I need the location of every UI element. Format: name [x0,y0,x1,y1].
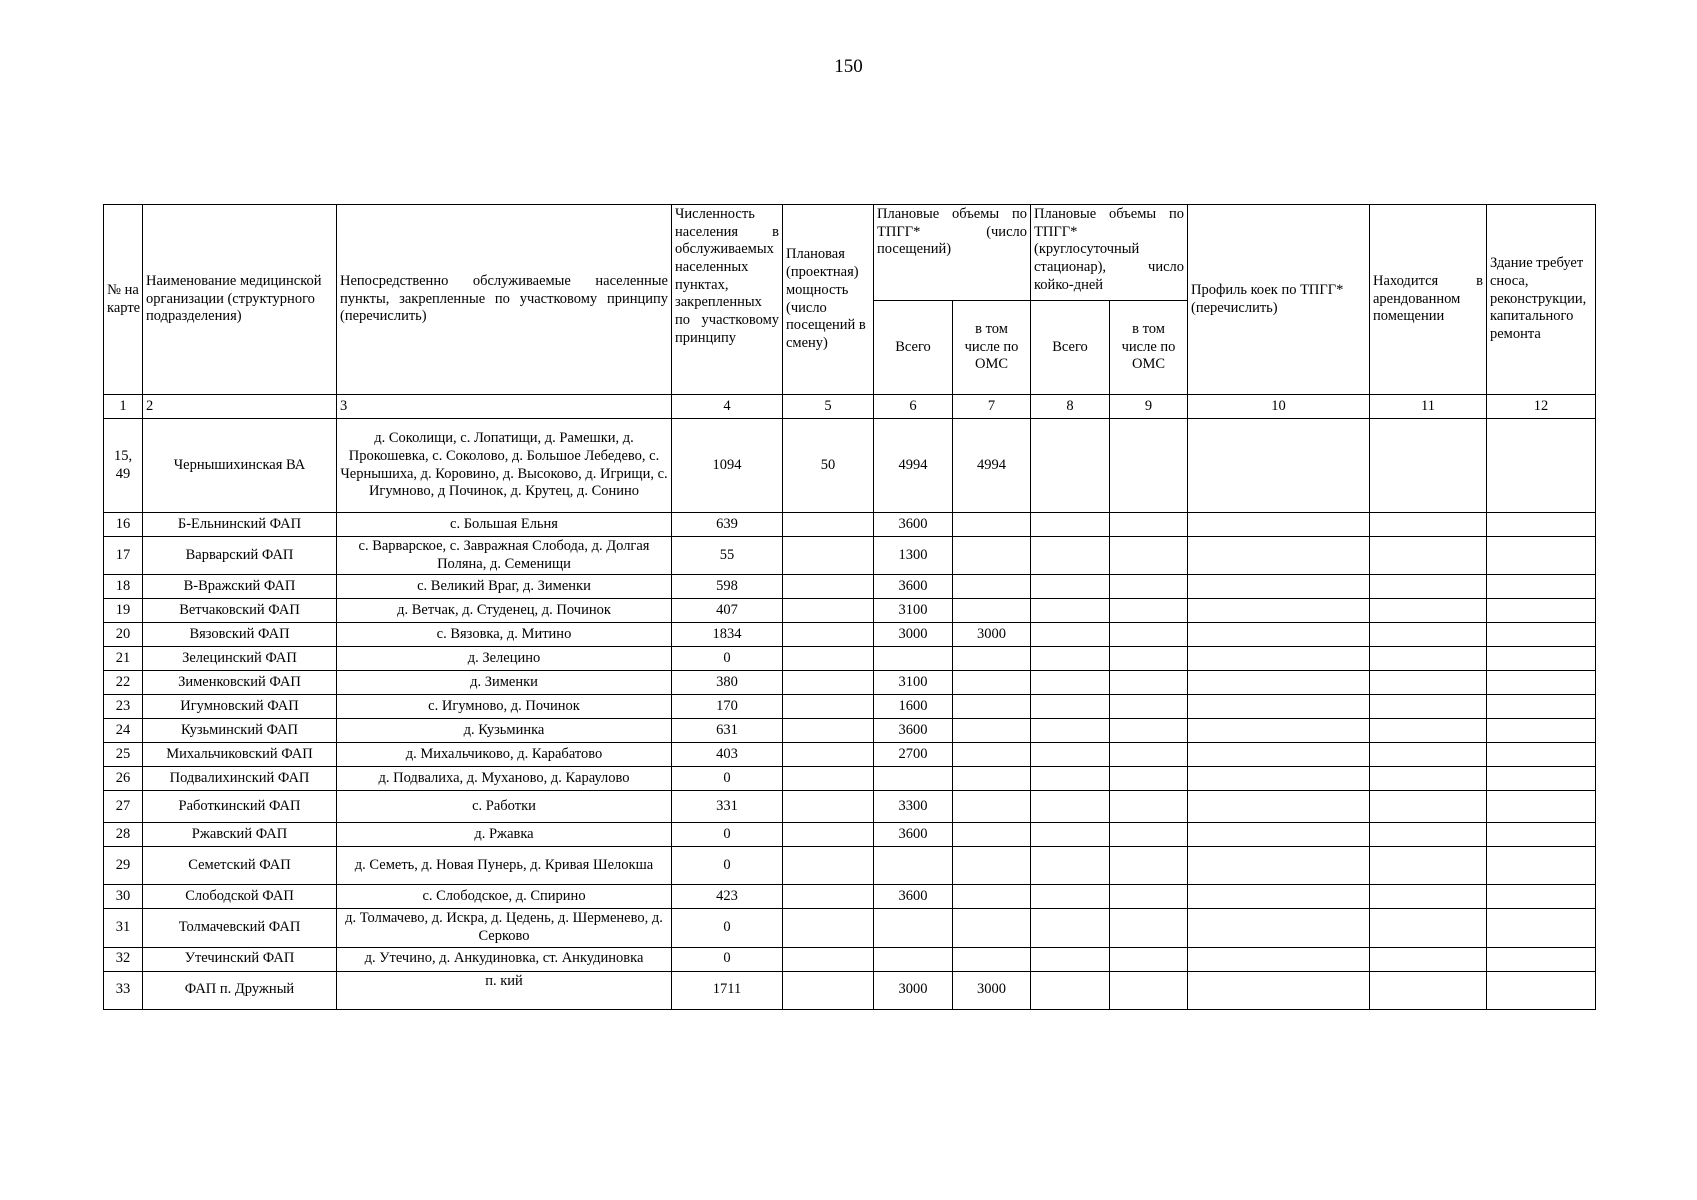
cell-capacity [783,947,874,971]
cell-beds-oms [1110,575,1188,599]
cell-settlements: с. Большая Ельня [337,513,672,537]
cell-map-number: 15, 49 [104,419,143,513]
cell-visits-oms [953,695,1031,719]
cell-population: 1834 [672,623,783,647]
column-number: 3 [337,395,672,419]
cell-visits-oms [953,671,1031,695]
cell-repair [1487,909,1596,947]
cell-population: 0 [672,823,783,847]
table-row [104,599,1596,623]
cell-population: 403 [672,743,783,767]
cell-beds-total [1031,671,1110,695]
cell-rented [1370,719,1487,743]
column-number: 12 [1487,395,1596,419]
table-row [104,971,1596,1009]
cell-organization-name: Игумновский ФАП [143,695,337,719]
cell-population: 170 [672,695,783,719]
header-rented: Находится в арендованном помещении [1370,205,1487,395]
header-row-top [104,205,1596,301]
cell-beds-oms [1110,909,1188,947]
cell-organization-name: Семетский ФАП [143,847,337,885]
cell-capacity [783,671,874,695]
column-number: 5 [783,395,874,419]
cell-bed-profile [1188,847,1370,885]
cell-bed-profile [1188,599,1370,623]
cell-bed-profile [1188,947,1370,971]
cell-visits-total: 1300 [874,537,953,575]
table-row [104,743,1596,767]
cell-capacity [783,791,874,823]
column-number: 10 [1188,395,1370,419]
cell-beds-oms [1110,947,1188,971]
cell-beds-total [1031,823,1110,847]
cell-visits-total: 2700 [874,743,953,767]
cell-repair [1487,647,1596,671]
cell-population: 1094 [672,419,783,513]
cell-settlements: д. Ветчак, д. Студенец, д. Починок [337,599,672,623]
cell-repair [1487,767,1596,791]
cell-beds-total [1031,537,1110,575]
cell-population: 0 [672,909,783,947]
cell-map-number: 20 [104,623,143,647]
cell-map-number: 24 [104,719,143,743]
cell-capacity [783,847,874,885]
cell-visits-oms [953,909,1031,947]
cell-organization-name: Кузьминский ФАП [143,719,337,743]
cell-bed-profile [1188,767,1370,791]
cell-map-number: 28 [104,823,143,847]
cell-visits-total: 3600 [874,823,953,847]
cell-settlements: с. Великий Враг, д. Зименки [337,575,672,599]
table-body [104,419,1596,1010]
cell-capacity [783,767,874,791]
table-row [104,419,1596,513]
cell-visits-total [874,947,953,971]
cell-beds-oms [1110,885,1188,909]
column-number: 2 [143,395,337,419]
cell-repair [1487,537,1596,575]
table-row [104,537,1596,575]
cell-visits-oms: 3000 [953,623,1031,647]
cell-bed-profile [1188,719,1370,743]
cell-population: 639 [672,513,783,537]
table-row [104,513,1596,537]
cell-visits-total: 1600 [874,695,953,719]
cell-beds-total [1031,971,1110,1009]
table-row [104,909,1596,947]
cell-beds-oms [1110,695,1188,719]
column-number: 1 [104,395,143,419]
cell-population: 380 [672,671,783,695]
cell-capacity [783,823,874,847]
header-beds-total: Всего [1031,301,1110,395]
table-row [104,823,1596,847]
table-row [104,847,1596,885]
table-row [104,575,1596,599]
cell-visits-oms [953,847,1031,885]
cell-repair [1487,599,1596,623]
cell-map-number: 17 [104,537,143,575]
cell-visits-total: 3100 [874,671,953,695]
cell-settlements: с. Вязовка, д. Митино [337,623,672,647]
cell-beds-oms [1110,823,1188,847]
column-number: 11 [1370,395,1487,419]
cell-beds-total [1031,513,1110,537]
cell-rented [1370,885,1487,909]
cell-repair [1487,513,1596,537]
cell-rented [1370,537,1487,575]
cell-map-number: 27 [104,791,143,823]
cell-map-number: 29 [104,847,143,885]
cell-beds-total [1031,575,1110,599]
cell-population: 55 [672,537,783,575]
cell-visits-total: 3600 [874,719,953,743]
cell-repair [1487,947,1596,971]
table-row [104,623,1596,647]
cell-beds-total [1031,909,1110,947]
cell-visits-total: 3100 [874,599,953,623]
cell-repair [1487,885,1596,909]
cell-visits-oms [953,647,1031,671]
cell-bed-profile [1188,575,1370,599]
cell-visits-oms [953,537,1031,575]
cell-visits-oms [953,513,1031,537]
cell-visits-oms [953,947,1031,971]
cell-organization-name: Ржавский ФАП [143,823,337,847]
cell-visits-total [874,647,953,671]
cell-rented [1370,575,1487,599]
cell-visits-oms [953,575,1031,599]
cell-settlements: д. Соколищи, с. Лопатищи, д. Рамешки, д. Прокошевка, с. Соколово, д. Большое Лебедево, с. Чернышиха, д. Коровино, д. Высоково, д. Игрищи, с. Игумново, д Починок, д. Крутец, д. Сонино [337,419,672,513]
cell-map-number: 18 [104,575,143,599]
cell-visits-oms [953,885,1031,909]
cell-rented [1370,743,1487,767]
cell-map-number: 16 [104,513,143,537]
cell-beds-oms [1110,847,1188,885]
cell-beds-oms [1110,719,1188,743]
header-visits-oms: в том числе по ОМС [953,301,1031,395]
cell-capacity [783,575,874,599]
cell-visits-oms [953,719,1031,743]
cell-population: 1711 [672,971,783,1009]
cell-population: 331 [672,791,783,823]
table-row [104,719,1596,743]
cell-visits-oms [953,823,1031,847]
cell-visits-oms [953,767,1031,791]
table-row [104,885,1596,909]
cell-organization-name: Слободской ФАП [143,885,337,909]
cell-capacity [783,513,874,537]
cell-visits-total: 3000 [874,971,953,1009]
cell-beds-oms [1110,647,1188,671]
cell-settlements: с. Слободское, д. Спирино [337,885,672,909]
cell-population: 407 [672,599,783,623]
cell-beds-total [1031,847,1110,885]
table-row [104,791,1596,823]
header-organization: Наименование медицинской организации (структурного подразделения) [143,205,337,395]
cell-beds-total [1031,719,1110,743]
column-number-row [104,395,1596,419]
cell-rented [1370,847,1487,885]
cell-bed-profile [1188,885,1370,909]
cell-beds-oms [1110,513,1188,537]
header-visits-volume: Плановые объемы по ТПГГ* (число посещений) [874,205,1031,301]
column-number: 9 [1110,395,1188,419]
cell-rented [1370,599,1487,623]
cell-organization-name: Утечинский ФАП [143,947,337,971]
cell-organization-name: Б-Ельнинский ФАП [143,513,337,537]
page-number: 150 [834,56,863,77]
cell-organization-name: Варварский ФАП [143,537,337,575]
cell-visits-oms [953,791,1031,823]
cell-bed-profile [1188,537,1370,575]
cell-organization-name: Михальчиковский ФАП [143,743,337,767]
cell-beds-total [1031,419,1110,513]
cell-population: 0 [672,947,783,971]
cell-visits-total [874,847,953,885]
cell-beds-oms [1110,767,1188,791]
facilities-table [103,204,1596,1010]
header-beds-oms: в том числе по ОМС [1110,301,1188,395]
cell-settlements: д. Зименки [337,671,672,695]
cell-visits-total: 3000 [874,623,953,647]
cell-capacity [783,623,874,647]
cell-organization-name: В-Вражский ФАП [143,575,337,599]
cell-bed-profile [1188,419,1370,513]
cell-repair [1487,719,1596,743]
cell-repair [1487,623,1596,647]
cell-visits-oms: 3000 [953,971,1031,1009]
cell-beds-oms [1110,791,1188,823]
header-bed-profile: Профиль коек по ТПГГ* (перечислить) [1188,205,1370,395]
cell-repair [1487,695,1596,719]
cell-map-number: 19 [104,599,143,623]
table-row [104,947,1596,971]
header-visits-total: Всего [874,301,953,395]
cell-capacity [783,537,874,575]
cell-rented [1370,419,1487,513]
cell-rented [1370,767,1487,791]
column-number: 7 [953,395,1031,419]
cell-organization-name: Ветчаковский ФАП [143,599,337,623]
header-capacity: Плановая (проектная) мощность (число посещений в смену) [783,205,874,395]
cell-repair [1487,791,1596,823]
cell-bed-profile [1188,695,1370,719]
cell-beds-total [1031,885,1110,909]
table-row [104,647,1596,671]
table-row [104,671,1596,695]
cell-capacity [783,971,874,1009]
cell-map-number: 25 [104,743,143,767]
cell-rented [1370,909,1487,947]
cell-rented [1370,971,1487,1009]
cell-repair [1487,823,1596,847]
cell-capacity: 50 [783,419,874,513]
cell-bed-profile [1188,909,1370,947]
cell-organization-name: Зелецинский ФАП [143,647,337,671]
cell-capacity [783,599,874,623]
header-population: Численность населения в обслуживаемых населенных пунктах, закрепленных по участковому принципу [672,205,783,395]
cell-population: 0 [672,847,783,885]
cell-capacity [783,885,874,909]
cell-organization-name: Чернышихинская ВА [143,419,337,513]
cell-beds-oms [1110,971,1188,1009]
cell-capacity [783,695,874,719]
cell-settlements: д. Зелецино [337,647,672,671]
table-row [104,767,1596,791]
cell-visits-oms [953,599,1031,623]
cell-visits-total [874,767,953,791]
cell-bed-profile [1188,671,1370,695]
cell-beds-oms [1110,671,1188,695]
cell-beds-oms [1110,537,1188,575]
cell-capacity [783,719,874,743]
cell-organization-name: Вязовский ФАП [143,623,337,647]
cell-visits-total: 3600 [874,513,953,537]
cell-population: 0 [672,767,783,791]
cell-bed-profile [1188,791,1370,823]
cell-repair [1487,575,1596,599]
header-repair: Здание требует сноса, реконструкции, капитального ремонта [1487,205,1596,395]
cell-settlements: д. Утечино, д. Анкудиновка, ст. Анкудиновка [337,947,672,971]
cell-beds-total [1031,695,1110,719]
cell-map-number: 26 [104,767,143,791]
cell-map-number: 30 [104,885,143,909]
cell-settlements: с. Игумново, д. Починок [337,695,672,719]
column-number: 6 [874,395,953,419]
cell-repair [1487,971,1596,1009]
cell-rented [1370,513,1487,537]
cell-settlements: д. Подвалиха, д. Муханово, д. Караулово [337,767,672,791]
cell-visits-oms [953,743,1031,767]
cell-beds-total [1031,743,1110,767]
cell-beds-oms [1110,623,1188,647]
header-beds-volume: Плановые объемы по ТПГГ* (круглосуточный стационар), число койко-дней [1031,205,1188,301]
cell-repair [1487,743,1596,767]
cell-population: 423 [672,885,783,909]
cell-visits-total: 3600 [874,575,953,599]
cell-settlements: с. Варварское, с. Завражная Слобода, д. Долгая Поляна, д. Семенищи [337,537,672,575]
cell-settlements: д. Семеть, д. Новая Пунерь, д. Кривая Шелокша [337,847,672,885]
cell-rented [1370,791,1487,823]
cell-visits-total: 3300 [874,791,953,823]
cell-bed-profile [1188,743,1370,767]
table-row [104,695,1596,719]
cell-repair [1487,671,1596,695]
cell-settlements: п. кий [337,971,672,1009]
cell-settlements: с. Работки [337,791,672,823]
cell-bed-profile [1188,647,1370,671]
cell-settlements: д. Кузьминка [337,719,672,743]
column-number: 4 [672,395,783,419]
cell-organization-name: Толмачевский ФАП [143,909,337,947]
cell-beds-oms [1110,743,1188,767]
cell-bed-profile [1188,513,1370,537]
cell-rented [1370,823,1487,847]
header-map-number: № на карте [104,205,143,395]
cell-organization-name: ФАП п. Дружный [143,971,337,1009]
cell-capacity [783,743,874,767]
cell-organization-name: Работкинский ФАП [143,791,337,823]
cell-bed-profile [1188,971,1370,1009]
cell-beds-total [1031,791,1110,823]
cell-visits-oms: 4994 [953,419,1031,513]
cell-rented [1370,647,1487,671]
cell-settlements: д. Ржавка [337,823,672,847]
cell-beds-oms [1110,419,1188,513]
cell-rented [1370,695,1487,719]
cell-population: 0 [672,647,783,671]
cell-map-number: 32 [104,947,143,971]
cell-visits-total: 3600 [874,885,953,909]
cell-map-number: 21 [104,647,143,671]
column-number: 8 [1031,395,1110,419]
cell-bed-profile [1188,823,1370,847]
cell-beds-total [1031,947,1110,971]
cell-rented [1370,623,1487,647]
cell-beds-total [1031,647,1110,671]
cell-organization-name: Подвалихинский ФАП [143,767,337,791]
cell-beds-total [1031,623,1110,647]
cell-repair [1487,419,1596,513]
cell-settlements: д. Толмачево, д. Искра, д. Цедень, д. Шерменево, д. Серково [337,909,672,947]
cell-visits-total [874,909,953,947]
cell-rented [1370,947,1487,971]
header-settlements: Непосредственно обслуживаемые населенные пункты, закрепленные по участковому принципу (перечислить) [337,205,672,395]
cell-bed-profile [1188,623,1370,647]
cell-rented [1370,671,1487,695]
cell-population: 631 [672,719,783,743]
cell-visits-total: 4994 [874,419,953,513]
cell-organization-name: Зименковский ФАП [143,671,337,695]
cell-beds-total [1031,767,1110,791]
cell-map-number: 31 [104,909,143,947]
cell-capacity [783,909,874,947]
cell-map-number: 23 [104,695,143,719]
cell-settlements: д. Михальчиково, д. Карабатово [337,743,672,767]
cell-repair [1487,847,1596,885]
cell-population: 598 [672,575,783,599]
cell-beds-total [1031,599,1110,623]
cell-map-number: 33 [104,971,143,1009]
cell-capacity [783,647,874,671]
cell-map-number: 22 [104,671,143,695]
cell-beds-oms [1110,599,1188,623]
